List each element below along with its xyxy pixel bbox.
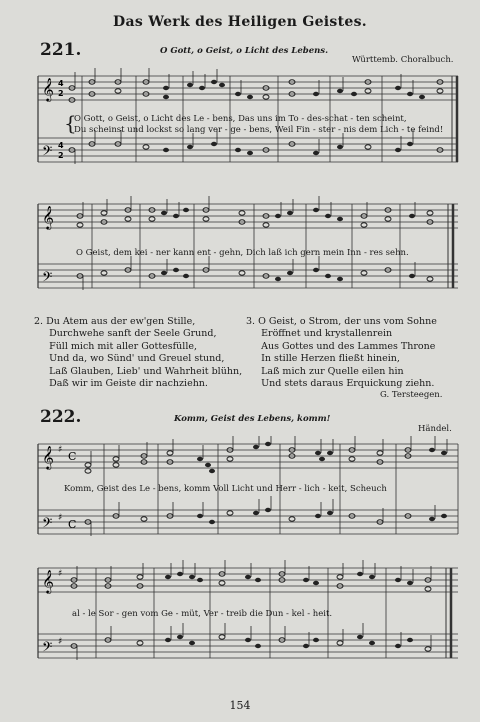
hymn-222-composer: Händel. bbox=[418, 424, 452, 434]
svg-text:𝄢: 𝄢 bbox=[42, 269, 53, 288]
svg-text:2: 2 bbox=[58, 89, 64, 98]
hymn-221-incipit: O Gott, o Geist, o Licht des Lebens. bbox=[160, 46, 329, 56]
svg-text:𝄢: 𝄢 bbox=[42, 143, 53, 162]
hymn-221-number: 221. bbox=[40, 40, 82, 60]
svg-text:𝄞: 𝄞 bbox=[42, 569, 54, 593]
hymn-222-lyrics-line1: Komm, Geist des Le - bens, komm Voll Licht und Herr - lich - keit, Scheuch bbox=[64, 484, 387, 494]
hymn-221-lyrics-line1b: Du scheinst und lockst so lang ver - ge - bens, Weil Fin - ster - nis dem Lich - te feind! bbox=[74, 125, 444, 135]
page-title: Das Werk des Heiligen Geistes. bbox=[113, 14, 367, 30]
hymn-221-verse-3: 3. O Geist, o Strom, der uns vom Sohne Eröffnet und krystallenrein Aus Gottes und des Lammes Throne In stille Herzen fließt hinein, Laß mich zur Quelle eilen hin Und stets daraus Erquickung ziehn. bbox=[246, 316, 437, 390]
hymn-222-lyrics-line2: al - le Sor - gen vom Ge - müt, Ver - treib die Dun - kel - heit. bbox=[72, 609, 333, 619]
hymn-221-lyrics-line2: O Geist, dem kei - ner kann ent - gehn, Dich laß ich gern mein Inn - res sehn. bbox=[76, 248, 409, 258]
svg-text:C: C bbox=[68, 518, 77, 531]
hymn-221-verse-2: 2. Du Atem aus der ew'gen Stille, Durchwehe sanft der Seele Grund, Füll mich mit aller Gottesfülle, Und da, wo Sünd' und Greuel stund, Laß Glauben, Lieb' und Wahrheit blühn, Daß wir im Geiste dir nachziehn. bbox=[34, 316, 243, 390]
svg-text:𝄢: 𝄢 bbox=[42, 515, 53, 534]
svg-text:𝄞: 𝄞 bbox=[42, 77, 54, 101]
hymn-222-number: 222. bbox=[40, 407, 82, 427]
svg-text:𝄞: 𝄞 bbox=[42, 205, 54, 229]
svg-text:𝄞: 𝄞 bbox=[42, 445, 54, 469]
hymn-221-source: Württemb. Choralbuch. bbox=[352, 55, 454, 65]
svg-text:♯: ♯ bbox=[58, 569, 63, 579]
hymn-221-verse-author: G. Tersteegen. bbox=[380, 390, 443, 400]
svg-text:4: 4 bbox=[58, 79, 64, 88]
svg-text:𝄢: 𝄢 bbox=[42, 639, 53, 658]
svg-text:♯: ♯ bbox=[58, 513, 63, 523]
page-number: 154 bbox=[229, 699, 251, 712]
hymn-221-lyrics-line1a: O Gott, o Geist, o Licht des Le - bens, Das uns im To - des-schat - ten scheint, bbox=[74, 114, 407, 124]
svg-text:4: 4 bbox=[58, 141, 64, 150]
lyrics-brace: { bbox=[64, 111, 77, 135]
hymn-222-incipit: Komm, Geist des Lebens, komm! bbox=[174, 414, 331, 424]
svg-text:2: 2 bbox=[58, 151, 64, 160]
svg-text:♯: ♯ bbox=[58, 445, 63, 455]
svg-text:C: C bbox=[68, 450, 77, 463]
svg-text:♯: ♯ bbox=[58, 637, 63, 647]
